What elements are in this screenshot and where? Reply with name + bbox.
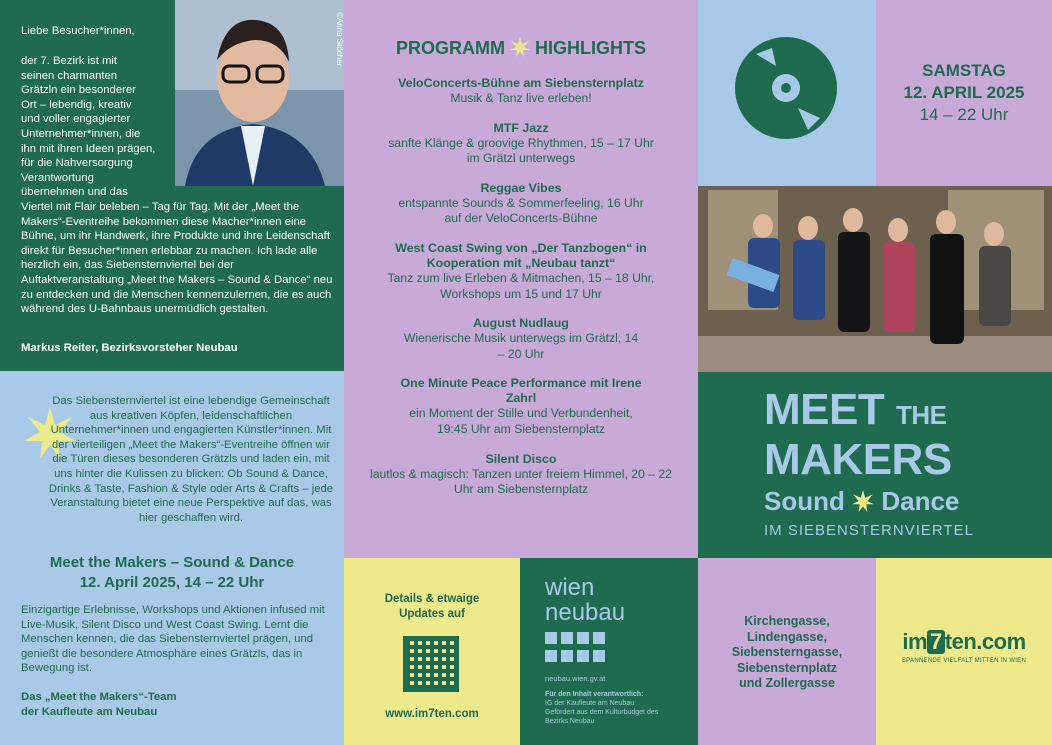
details-heading: Details & etwaige Updates auf bbox=[384, 593, 480, 620]
im7ten-logo: im 7 ten.com SPANNENDE VIELFALT MITTEN IN WIEN bbox=[901, 629, 1027, 664]
welcome-signature: Markus Reiter, Bezirksvorsteher Neubau bbox=[21, 342, 238, 354]
streets-list: Kirchengasse, Lindengasse, Siebensterngasse, Siebensternplatz und Zollergasse bbox=[731, 614, 843, 690]
portrait-photo bbox=[175, 0, 344, 186]
details-url[interactable]: www.im7ten.com bbox=[385, 708, 479, 720]
team-credit: Das „Meet the Makers“-Team der Kaufleute am Neubau bbox=[21, 691, 177, 718]
programm-item: One Minute Peace Performance mit Irene Zahrl ein Moment der Stille und Verbundenheit, 19:45 Uhr am Siebensternplatz bbox=[400, 376, 642, 436]
wien-grid-icon bbox=[545, 632, 605, 666]
qr-code-icon[interactable] bbox=[403, 636, 459, 692]
programm-list bbox=[360, 76, 682, 512]
programm-item: August Nudlaug Wienerische Musik unterwegs im Grätzl, 14 – 20 Uhr bbox=[403, 316, 639, 361]
band-photo-icon bbox=[698, 186, 1052, 372]
date-box bbox=[876, 60, 1052, 126]
date-time: 14 – 22 Uhr bbox=[919, 105, 1009, 124]
programm-item: VeloConcerts-Bühne am Siebensternplatz Musik & Tanz live erleben! bbox=[398, 76, 644, 105]
intro-text: Das Siebensternviertel ist eine lebendige Gemeinschaft aus kreativen Köpfen, leidenschaftlichen Unternehmer*innen und engagierten Künstler*innen. Mit der vierteiligen „Meet the Makers“-Eventreihe öffnen wir die Türen dieses besonderen Grätzls und laden ein, mit uns hinter die Kulissen zu blicken: Ob Sound & Dance, Drinks & Taste, Fashion & Style oder Arts & Crafts – jede Veranstaltung bietet eine neue Perspektive auf das, was hier geschaffen wird. bbox=[48, 395, 334, 524]
programm-heading: PROGRAMM HIGHLIGHTS bbox=[395, 38, 647, 58]
event-date: 12. April 2025, 14 – 22 Uhr bbox=[79, 574, 265, 591]
band-photo bbox=[698, 186, 1052, 372]
programm-item: Reggae Vibes entspannte Sounds & Sommerfeeling, 16 Uhr auf der VeloConcerts-Bühne bbox=[398, 180, 644, 226]
welcome-greeting: Liebe Besucher*innen, bbox=[21, 25, 135, 37]
star-icon bbox=[510, 37, 530, 57]
photo-credit: ©Anna Stöcher bbox=[335, 12, 344, 67]
date-day: SAMSTAG bbox=[922, 61, 1006, 80]
wien-responsibility: Für den Inhalt verantwortlich: IG der Kaufleute am Neubau Gefördert aus dem Kulturbudget des Bezirks Neubau bbox=[545, 691, 659, 725]
programm-item: West Coast Swing von „Der Tanzbogen“ in Kooperation mit „Neubau tanzt“ Tanz zum live Erleben & Mitmachen, 15 – 18 Uhr, Workshops um 15 und 17 Uhr bbox=[387, 240, 655, 301]
vinyl-record-icon bbox=[734, 36, 838, 140]
welcome-body: Viertel mit Flair beleben – Tag für Tag. Mit der „Meet the Makers“-Eventreihe bekommen diese Macher*innen eine Bühne, um ihr Handwerk, ihre Produkte und ihre Leidenschaft direkt für Besucher*innen erlebbar zu machen. Ich lade alle herzlich ein, das Siebensternviertel bei der Auftaktveranstaltung „Meet the Makers – Sound & Dance“ neu zu entdecken und die Menschen kennenzulernen, die es auch während des U-Bahnbaus unermüdlich gestalten. bbox=[21, 201, 333, 316]
wien-site[interactable]: neubau.wien.gv.at bbox=[545, 674, 606, 683]
event-description: Einzigartige Erlebnisse, Workshops und Aktionen infused mit Live-Musik, Silent Disco und West Coast Swing. Lernt die Menschen kennen, die das Siebensternviertel prägen, und genießt die besondere Atmosphäre eines Grätzls, das in Bewegung ist. bbox=[21, 604, 325, 675]
star-icon bbox=[852, 490, 874, 512]
portrait-icon bbox=[175, 0, 344, 186]
event-title: Meet the Makers – Sound & Dance bbox=[49, 554, 295, 571]
programm-item: Silent Disco lautlos & magisch: Tanzen unter freiem Himmel, 20 – 22 Uhr am Siebensternplatz bbox=[370, 451, 672, 497]
meet-the-makers-logo: MEET THE MAKERS Sound Dance IM SIEBENSTERNVIERTEL bbox=[764, 385, 974, 539]
programm-item: MTF Jazz sanfte Klänge & groovige Rhythmen, 15 – 17 Uhr im Grätzl unterwegs bbox=[388, 120, 654, 166]
wien-neubau-logo: wien neubau bbox=[545, 574, 626, 626]
welcome-intro-lines: der 7. Bezirk ist mit seinen charmanten Grätzln ein besonderer Ort – lebendig, kreativ und voller engagierter Unternehmer*innen, die ihn mit ihren Ideen prägen, für die Nahversorgung Verantwortung übernehmen und das bbox=[21, 55, 156, 199]
date-date: 12. APRIL 2025 bbox=[903, 83, 1025, 102]
